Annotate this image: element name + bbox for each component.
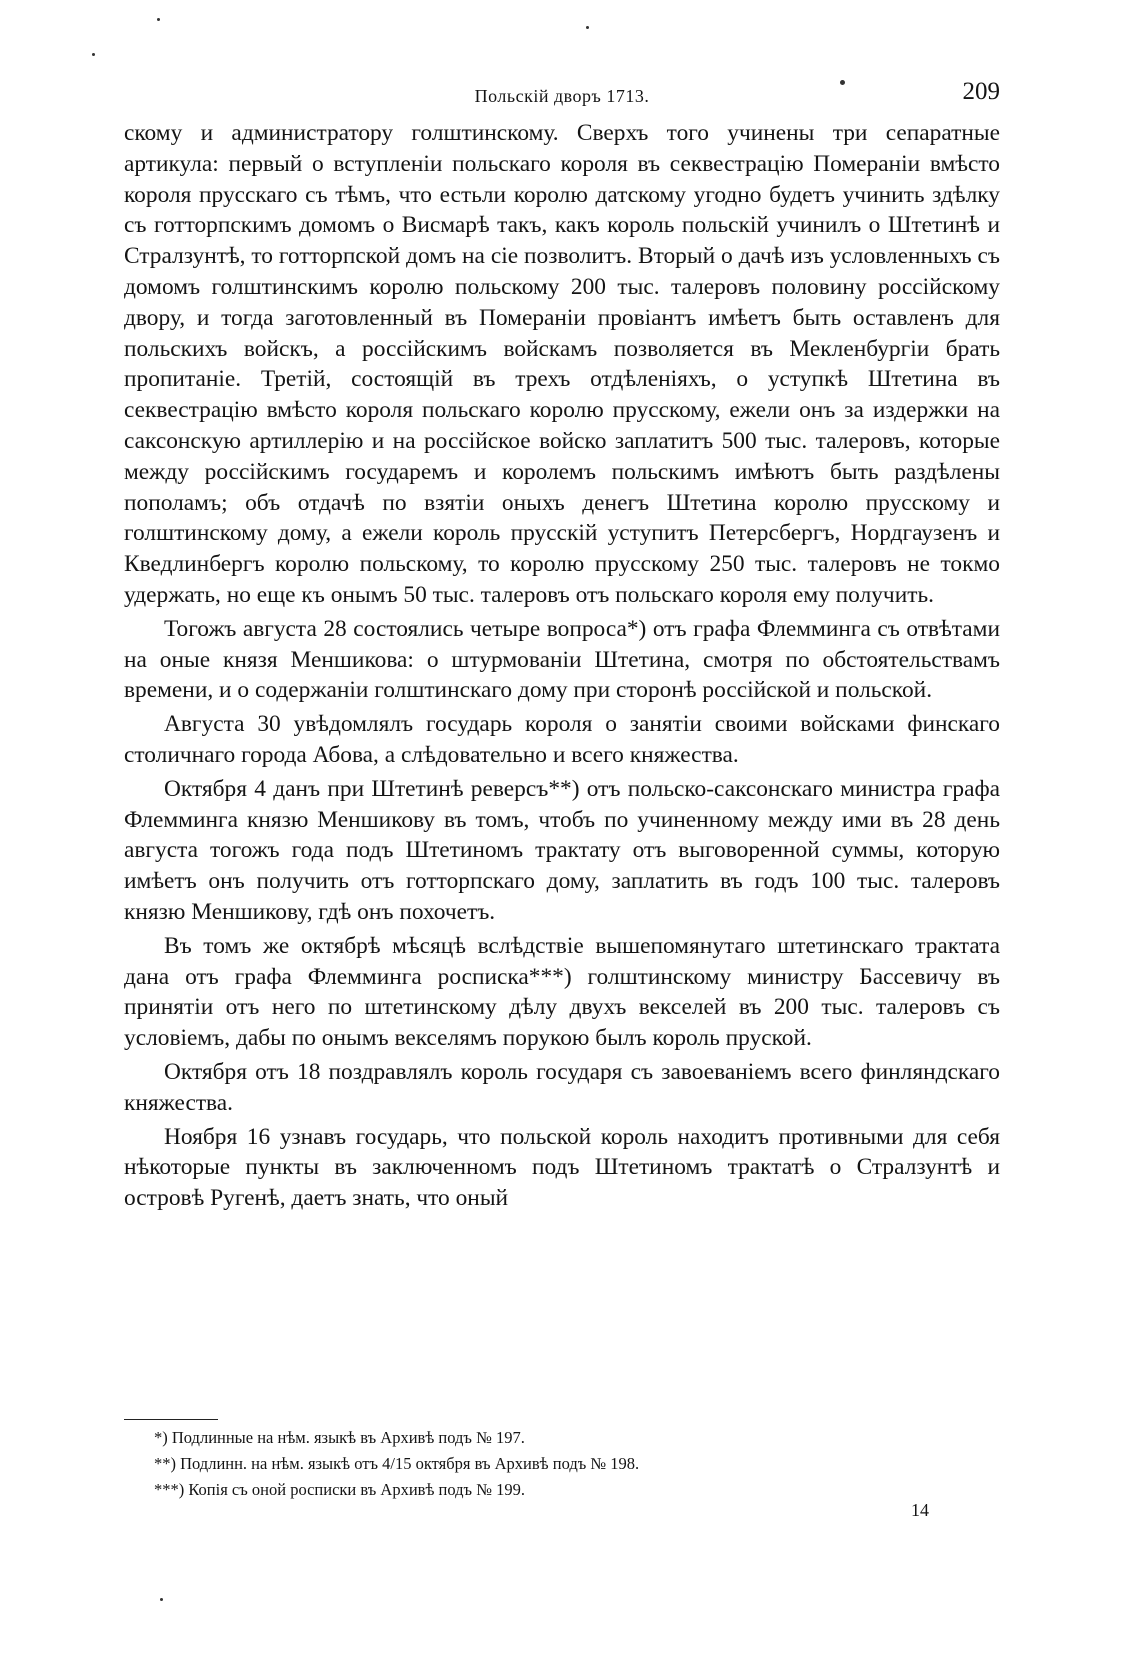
scan-speck [92,53,95,56]
paragraph: Августа 30 увѣдомлялъ государь короля о занятіи своими войсками финскаго столичнаго города Абова, а слѣдовательно и всего княжества. [124,711,1000,768]
paragraph: Октября 4 данъ при Штетинѣ реверсъ**) отъ польско-саксонскаго министра графа Флемминга князю Меншикову въ томъ, чтобъ по учиненному между ими въ 28 день августа тогожъ года подъ Штетиномъ трактату отъ выговоренной суммы, которую имѣетъ онъ получить отъ готторпскаго дому, заплатить въ годъ 100 тыс. талеровъ князю Меншикову, гдѣ онъ похочетъ. [124,775,1000,925]
page-number: 209 [962,78,1000,105]
scan-speck [586,26,589,29]
paragraph: Тогожъ августа 28 состоялись четыре вопроса*) отъ графа Флемминга съ отвѣтами на оные князя Меншикова: о штурмованіи Штетина, смотря по обстоятельствамъ времени, и о содержаніи голштинскаго дому при сторонѣ россійской и польской. [124,615,1000,704]
paragraph: Ноября 16 узнавъ государь, что польской король находитъ противными для себя нѣкоторые пункты въ заключенномъ подъ Штетиномъ трактатѣ о Стралзунтѣ и островѣ Ругенѣ, даетъ знать, что оный [124,1123,1000,1212]
running-head: Польскій дворъ 1713. [474,86,650,106]
footnote: **) Подлинн. на нѣм. языкѣ отъ 4/15 октября въ Архивѣ подъ № 198. [154,1454,640,1473]
footnote: *) Подлинные на нѣм. языкѣ въ Архивѣ подъ № 197. [154,1428,525,1447]
footnote-divider [124,1419,218,1420]
paragraph: Октября отъ 18 поздравлялъ король государя съ завоеваніемъ всего финляндскаго княжества. [124,1058,1000,1116]
footnotes [124,1425,1000,1503]
scan-speck [840,80,845,85]
scan-speck [160,1598,163,1601]
page-header [124,78,1000,118]
scan-speck [157,18,160,21]
signature-mark: 14 [911,1500,929,1520]
paragraph: Въ томъ же октябрѣ мѣсяцѣ вслѣдствіе вышепомянутаго штетинскаго трактата дана отъ графа Флемминга росписка***) голштинскому министру Бассевичу въ принятіи отъ него по штетинскому дѣлу двухъ векселей въ 200 тыс. талеровъ съ условіемъ, дабы по онымъ векселямъ порукою былъ король пруской. [124,932,1000,1052]
paragraph: скому и администратору голштинскому. Сверхъ того учинены три сепаратные артикула: первый о вступленіи польскаго короля въ секвестрацію Помераніи вмѣсто короля прусскаго съ тѣмъ, что естьли королю датскому угодно будетъ учинить здѣлку съ готторпскимъ домомъ о Висмарѣ такъ, какъ король польскій учинилъ о Штетинѣ и Стралзунтѣ, то готторпской домъ на сіе позволитъ. Вторый о дачѣ изъ условленныхъ съ домомъ голштинскимъ королю польскому 200 тыс. талеровъ половину россійскому двору, и тогда заготовленный въ Помераніи провіантъ имѣетъ быть оставленъ для польскихъ войскъ, а россійскимъ войскамъ позволяется въ Мекленбургіи брать пропитаніе. Третій, состоящій въ трехъ отдѣленіяхъ, о уступкѣ Штетина въ секвестрацію вмѣсто короля польскаго королю прусскому, ежели онъ за издержки на саксонскую артиллерію и на россійское войско заплатитъ 500 тыс. талеровъ, которые между россійскимъ государемъ и королемъ польскимъ имѣютъ быть раздѣлены пополамъ; объ отдачѣ по взятіи оныхъ денегъ Штетина королю прусскому и голштинскому дому, а ежели король прусскій уступитъ Петерсбергъ, Нордгаузенъ и Кведлинбергъ королю польскому, то королю прусскому 250 тыс. талеровъ не токмо удержать, но еще къ онымъ 50 тыс. талеровъ отъ польскаго короля ему получить. [124,120,1000,608]
footnote: ***) Копія съ оной росписки въ Архивѣ подъ № 199. [154,1480,525,1499]
body-text [124,118,1000,1217]
